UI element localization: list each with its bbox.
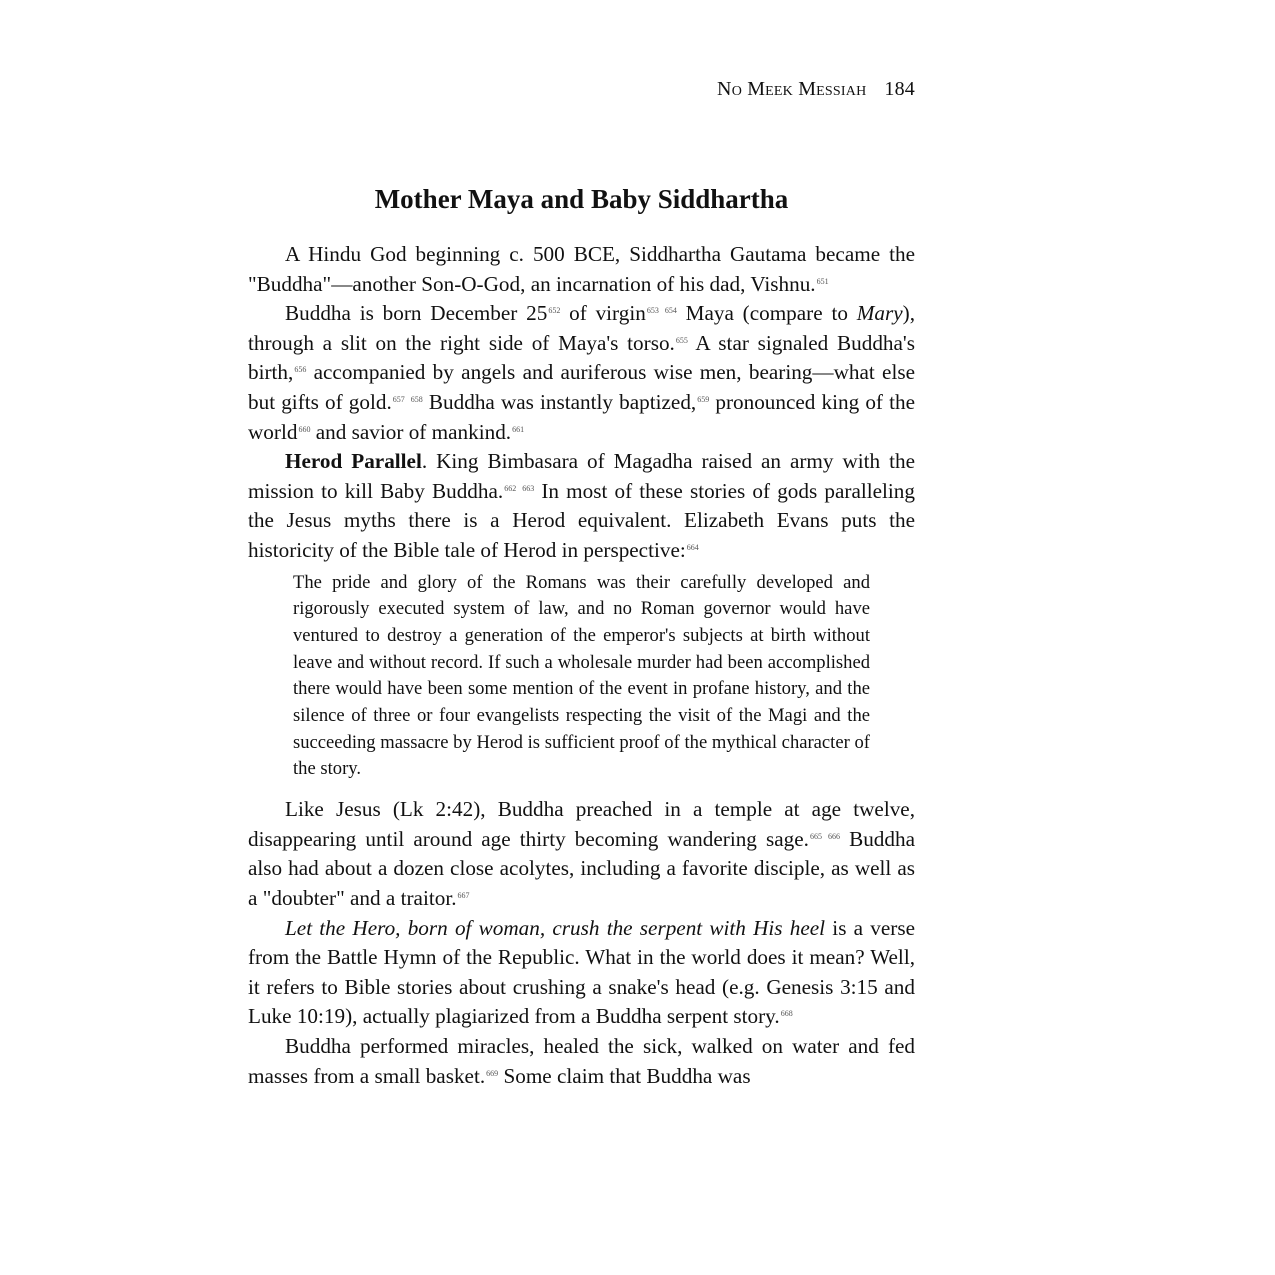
- text-run: Buddha also had about a dozen close acolytes, including a favorite disciple, as well as a "doubter" and a traitor.: [248, 826, 915, 910]
- italic-text: Let the Hero, born of woman, crush the serpent with His heel: [285, 915, 826, 940]
- footnote-ref[interactable]: 668: [780, 1009, 793, 1019]
- footnote-ref[interactable]: 657: [392, 394, 405, 404]
- footnote-ref[interactable]: 666: [827, 831, 840, 841]
- footnote-ref[interactable]: 651: [816, 276, 829, 286]
- paragraph-4: [248, 795, 915, 913]
- bold-lead-in: Herod Parallel: [285, 449, 422, 474]
- italic-text: Mary: [856, 301, 903, 326]
- footnote-ref[interactable]: 662: [504, 483, 517, 493]
- text-run: Some claim that Buddha was: [498, 1063, 751, 1088]
- text-run: . King Bimbasara of Magadha raised an army with the mission to kill Baby Buddha.: [248, 449, 915, 503]
- footnote-ref[interactable]: 660: [298, 424, 311, 434]
- footnote-ref[interactable]: 653: [646, 306, 659, 316]
- book-title: No Meek Messiah: [717, 78, 867, 100]
- footnote-ref[interactable]: 664: [686, 542, 699, 552]
- text-run: and savior of mankind.: [310, 419, 512, 444]
- paragraph-3: [248, 447, 915, 565]
- text-run: In most of these stories of gods paralleling the Jesus myths there is a Herod equivalent. Elizabeth Evans puts the historicity of the Bible tale of Herod in perspective:: [248, 478, 915, 562]
- footnote-ref[interactable]: 655: [675, 335, 688, 345]
- text-run: pronounced king of the world: [248, 389, 915, 444]
- body-text: [248, 240, 915, 1091]
- text-run: Buddha is born December 25: [285, 301, 548, 326]
- text-run: is a verse from the Battle Hymn of the Republic. What in the world does it mean? Well, it refers to Bible stories about crushing a snake's head (e.g. Genesis 3:15 and Luke 10:19), actually plagiarized from a Buddha serpent story.: [248, 915, 915, 1029]
- text-run: Like Jesus (Lk 2:42), Buddha preached in a temple at age twelve, disappearing until around age thirty becoming wandering sage.: [248, 797, 915, 851]
- paragraph-1: [248, 240, 915, 299]
- text-run: accompanied by angels and auriferous wise men, bearing—what else but gifts of gold.: [248, 360, 915, 414]
- footnote-ref[interactable]: 656: [294, 365, 307, 375]
- paragraph-2: [248, 299, 915, 447]
- footnote-ref[interactable]: 665: [809, 831, 822, 841]
- footnote-ref[interactable]: 667: [457, 890, 470, 900]
- paragraph-6: [248, 1032, 915, 1091]
- paragraph-5: [248, 914, 915, 1032]
- text-run: A star signaled Buddha's birth,: [248, 330, 915, 385]
- text-run: of virgin: [560, 301, 646, 326]
- text-run: Maya (compare to: [676, 301, 857, 326]
- footnote-ref[interactable]: 654: [664, 306, 677, 316]
- footnote-ref[interactable]: 659: [697, 394, 710, 404]
- footnote-ref[interactable]: 661: [512, 424, 525, 434]
- footnote-ref[interactable]: 663: [522, 483, 535, 493]
- page-number: 184: [884, 78, 915, 100]
- running-header: [717, 78, 915, 101]
- footnote-ref[interactable]: 658: [410, 394, 423, 404]
- text-run: A Hindu God beginning c. 500 BCE, Siddhartha Gautama became the "Buddha"—another Son-O-God, an incarnation of his dad, Vishnu.: [248, 242, 915, 296]
- footnote-ref[interactable]: 652: [548, 306, 561, 316]
- text-run: Buddha performed miracles, healed the sick, walked on water and fed masses from a small basket.: [248, 1033, 915, 1088]
- block-quote: The pride and glory of the Romans was their carefully developed and rigorously executed system of law, and no Roman governor would have ventured to destroy a generation of the emperor's subjects at birth without leave and without record. If such a wholesale murder had been accomplished there would have been some mention of the event in profane history, and the silence of three or four evangelists respecting the visit of the Magi and the succeeding massacre by Herod is sufficient proof of the mythical character of the story.: [293, 571, 870, 780]
- footnote-ref[interactable]: 669: [486, 1068, 499, 1078]
- text-run: ), through a slit on the right side of Maya's torso.: [248, 301, 915, 355]
- text-run: Buddha was instantly baptized,: [422, 389, 697, 414]
- chapter-title: Mother Maya and Baby Siddhartha: [374, 184, 789, 214]
